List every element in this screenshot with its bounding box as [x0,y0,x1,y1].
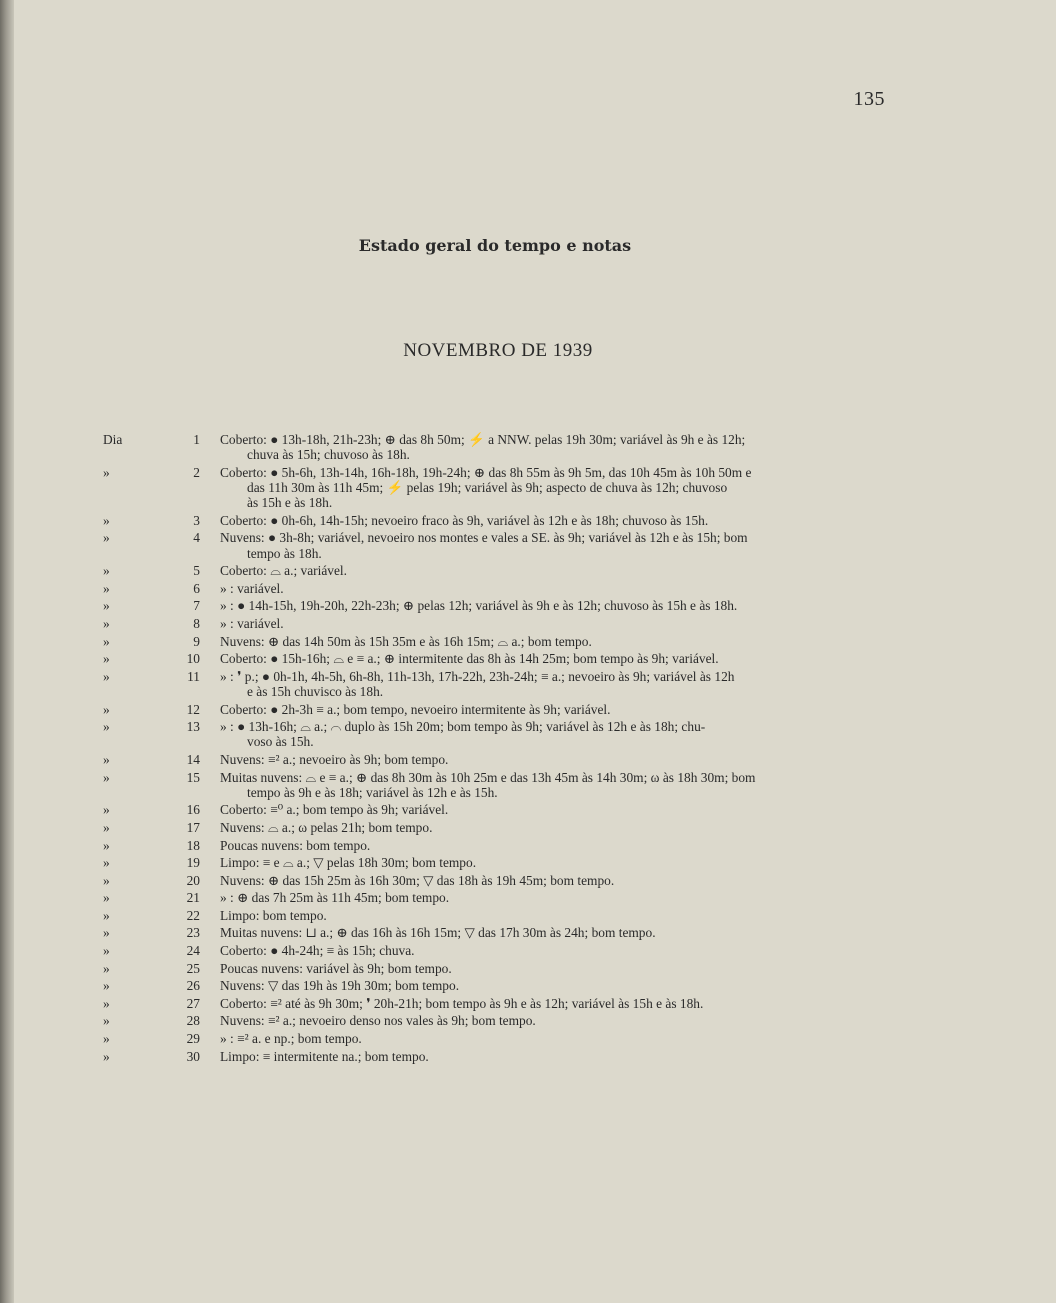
dia-label: » [103,668,110,684]
entry-text [220,961,880,976]
day-number: 28 [186,1013,200,1029]
entry-text [220,1049,880,1064]
entry-line: Muitas nuvens: ⌓ e ≡ a.; ⊕ das 8h 30m às 10h 25m e das 13h 45m às 14h 30m; ω às 18h 30m; bom [220,769,756,785]
entry-row [0,838,1056,853]
entry-text [220,890,880,905]
entry-text [220,530,880,560]
entry-text [220,719,880,749]
day-number: 8 [193,615,200,631]
dia-label: » [103,995,110,1011]
entry-line: Coberto: ● 5h-6h, 13h-14h, 16h-18h, 19h-24h; ⊕ das 8h 55m às 9h 5m, das 10h 45m às 10h 50m e [220,464,752,480]
entry-line: Coberto: ⌓ a.; variável. [220,563,347,579]
dia-label: » [103,855,110,871]
entry-text [220,996,880,1011]
entry-row [0,1013,1056,1028]
dia-label: » [103,802,110,818]
month-title: NOVEMBRO DE 1939 [403,340,593,361]
dia-label: » [103,615,110,631]
dia-label: » [103,751,110,767]
dia-label: » [103,1013,110,1029]
entry-row [0,513,1056,528]
entry-row [0,978,1056,993]
entry-line: Nuvens: ● 3h-8h; variável, nevoeiro nos montes e vales a SE. às 9h; variável às 12h e às 15h; bom [220,530,748,546]
entry-text [220,908,880,923]
day-number: 22 [186,907,200,923]
day-number: 13 [186,719,200,735]
day-number: 1 [193,432,200,447]
entry-row [0,961,1056,976]
entry-row [0,908,1056,923]
dia-label: » [103,530,110,546]
entry-text [220,651,880,666]
entry-line: Limpo: bom tempo. [220,907,327,923]
day-number: 17 [186,819,200,835]
entry-line: Nuvens: ▽ das 19h às 19h 30m; bom tempo. [220,978,460,994]
entry-line: » : ≡² a. e np.; bom tempo. [220,1031,362,1047]
entry-text [220,616,880,631]
day-number: 25 [186,960,200,976]
entry-text [220,1031,880,1046]
entry-text [220,943,880,958]
entry-line: Muitas nuvens: ⊔ a.; ⊕ das 16h às 16h 15m; ▽ das 17h 30m às 24h; bom tempo. [220,925,656,941]
day-number: 5 [193,563,200,579]
day-number: 20 [186,872,200,888]
entry-line: Coberto: ● 2h-3h ≡ a.; bom tempo, nevoeiro intermitente às 9h; variável. [220,701,611,717]
entry-line: » : ⊕ das 7h 25m às 11h 45m; bom tempo. [220,890,450,906]
entry-line: » : variável. [220,615,284,631]
day-number: 30 [186,1048,200,1064]
entry-row [0,996,1056,1011]
entry-line: Poucas nuvens: bom tempo. [220,837,371,853]
entry-line: Nuvens: ≡² a.; nevoeiro denso nos vales às 9h; bom tempo. [220,1013,536,1029]
entry-row [0,563,1056,578]
day-number: 15 [186,769,200,785]
entry-row [0,581,1056,596]
entry-row [0,465,1056,511]
entry-text [220,598,880,613]
entry-text [220,432,880,462]
entry-row [0,669,1056,699]
entry-row [0,719,1056,749]
entry-text [220,873,880,888]
day-number: 11 [187,668,200,684]
entry-line: Limpo: ≡ e ⌓ a.; ▽ pelas 18h 30m; bom tempo. [220,855,477,871]
entry-line: Nuvens: ≡² a.; nevoeiro às 9h; bom tempo. [220,751,449,767]
entry-text [220,1013,880,1028]
daily-entries [0,432,1056,1066]
day-number: 4 [193,530,200,546]
dia-label: » [103,769,110,785]
dia-label: » [103,719,110,735]
day-number: 26 [186,978,200,994]
day-number: 12 [186,701,200,717]
day-number: 29 [186,1031,200,1047]
entry-text [220,802,880,817]
dia-label: » [103,464,110,480]
entry-line: Coberto: ≡² até às 9h 30m; ❜ 20h-21h; bom tempo às 9h e às 12h; variável às 15h e às 18h. [220,995,704,1011]
day-number: 24 [186,943,200,959]
entry-text [220,752,880,767]
section-title: Estado geral do tempo e notas [358,236,632,255]
day-number: 9 [193,633,200,649]
entry-line: » : ● 13h-16h; ⌓ a.; ⌒ duplo às 15h 20m; bom tempo às 9h; variável às 12h e às 18h; chu- [220,719,706,735]
page-number: 135 [853,88,885,110]
day-number: 10 [186,651,200,667]
entry-row [0,890,1056,905]
entry-row [0,1049,1056,1064]
entry-text [220,838,880,853]
entry-text [220,634,880,649]
entry-line: Poucas nuvens: variável às 9h; bom tempo. [220,960,452,976]
day-number: 21 [186,890,200,906]
dia-label: » [103,651,110,667]
entry-text [220,465,880,511]
day-number: 7 [193,598,200,614]
dia-label: » [103,1048,110,1064]
day-number: 14 [186,751,200,767]
entry-text [220,563,880,578]
entry-row [0,1031,1056,1046]
day-number: 19 [186,855,200,871]
entry-text [220,513,880,528]
entry-row [0,752,1056,767]
entry-line-continued: voso às 15h. [247,734,314,750]
dia-label: » [103,1031,110,1047]
entry-line: » : variável. [220,580,284,596]
entry-line: Coberto: ≡⁰ a.; bom tempo às 9h; variável. [220,802,449,818]
entry-text [220,978,880,993]
entry-row [0,530,1056,560]
dia-label: » [103,890,110,906]
entry-line: » : ● 14h-15h, 19h-20h, 22h-23h; ⊕ pelas 12h; variável às 9h e às 12h; chuvoso às 15h e às 18h. [220,598,738,614]
entry-row [0,820,1056,835]
entry-text [220,770,880,800]
entry-row [0,770,1056,800]
day-number: 27 [186,995,200,1011]
entry-text [220,702,880,717]
entry-line-continued: das 11h 30m às 11h 45m; ⚡ pelas 19h; variável às 9h; aspecto de chuva às 12h; chuvoso [247,480,728,495]
entry-line-continued: às 15h e às 18h. [247,495,333,511]
dia-label: Dia [103,432,123,447]
entry-line-continued: e às 15h chuvisco às 18h. [247,683,384,699]
day-number: 2 [193,464,200,480]
day-number: 23 [186,925,200,941]
entry-row [0,702,1056,717]
dia-label: » [103,925,110,941]
entry-row [0,598,1056,613]
entry-line: Coberto: ● 0h-6h, 14h-15h; nevoeiro fraco às 9h, variável às 12h e às 18h; chuvoso às 15h. [220,512,709,528]
entry-text [220,581,880,596]
entry-line-continued: tempo às 9h e às 18h; variável às 12h e às 15h. [247,784,498,800]
entry-row [0,616,1056,631]
dia-label: » [103,872,110,888]
day-number: 6 [193,580,200,596]
entry-line: Nuvens: ⊕ das 15h 25m às 16h 30m; ▽ das 18h às 19h 45m; bom tempo. [220,872,615,888]
entry-text [220,820,880,835]
dia-label: » [103,598,110,614]
entry-line-continued: tempo às 18h. [247,545,322,561]
entry-line: Limpo: ≡ intermitente na.; bom tempo. [220,1048,429,1064]
entry-row [0,634,1056,649]
entry-line: Coberto: ● 15h-16h; ⌓ e ≡ a.; ⊕ intermitente das 8h às 14h 25m; bom tempo às 9h; variável. [220,651,719,667]
entry-text [220,669,880,699]
dia-label: » [103,563,110,579]
entry-line: Coberto: ● 4h-24h; ≡ às 15h; chuva. [220,943,415,959]
dia-label: » [103,907,110,923]
entry-text [220,925,880,940]
entry-text [220,855,880,870]
entry-line: Coberto: ● 13h-18h, 21h-23h; ⊕ das 8h 50m; ⚡ a NNW. pelas 19h 30m; variável às 9h e às 12h; [220,432,746,447]
entry-line: Nuvens: ⊕ das 14h 50m às 15h 35m e às 16h 15m; ⌓ a.; bom tempo. [220,633,592,649]
entry-row [0,802,1056,817]
dia-label: » [103,580,110,596]
entry-line: » : ❜ p.; ● 0h-1h, 4h-5h, 6h-8h, 11h-13h, 17h-22h, 23h-24h; ≡ a.; nevoeiro às 9h; variável às 12h [220,668,735,684]
dia-label: » [103,633,110,649]
entry-line-continued: chuva às 15h; chuvoso às 18h. [247,447,410,463]
entry-row [0,855,1056,870]
dia-label: » [103,512,110,528]
dia-label: » [103,943,110,959]
entry-row [0,873,1056,888]
day-number: 3 [193,512,200,528]
dia-label: » [103,819,110,835]
dia-label: » [103,960,110,976]
dia-label: » [103,978,110,994]
dia-label: » [103,837,110,853]
entry-row [0,432,1056,462]
entry-row [0,943,1056,958]
day-number: 18 [186,837,200,853]
day-number: 16 [186,802,200,818]
dia-label: » [103,701,110,717]
entry-row [0,651,1056,666]
entry-line: Nuvens: ⌓ a.; ω pelas 21h; bom tempo. [220,819,433,835]
entry-row [0,925,1056,940]
